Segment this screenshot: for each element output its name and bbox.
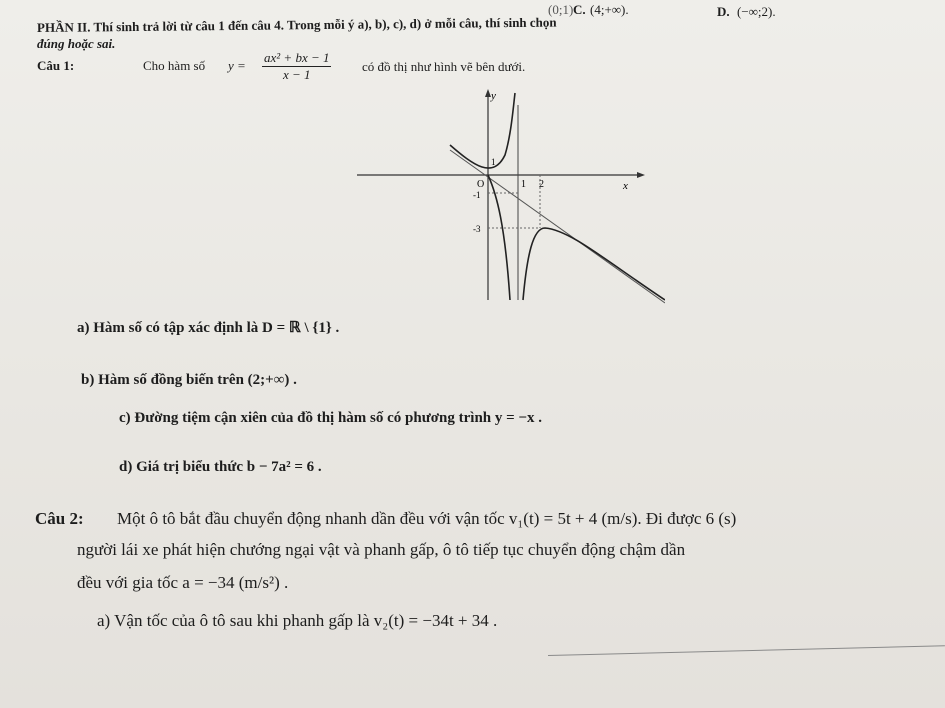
tick-y-neg3-label: -3 <box>473 224 481 234</box>
origin-label: O <box>477 179 485 190</box>
q2-line2: người lái xe phát hiện chướng ngại vật và phanh gấp, ô tô tiếp tục chuyển động chậm dần <box>77 540 686 559</box>
x-axis-label: x <box>623 180 628 192</box>
q2-label: Câu 2: <box>35 509 84 528</box>
q1-function-fraction <box>262 50 331 83</box>
pen-line <box>548 645 945 656</box>
fraction-denominator: x − 1 <box>282 67 311 82</box>
q1-intro-tail: có đồ thị như hình vẽ bên dưới. <box>362 59 526 74</box>
q1-intro: Cho hàm số <box>143 58 206 73</box>
q1-statement-b: b) Hàm số đồng biến trên (2;+∞) . <box>81 372 297 388</box>
q1-statement-a: a) Hàm số có tập xác định là D = ℝ \ {1} . <box>77 320 340 336</box>
part2-title: PHẦN II. Thí sinh trả lời từ câu 1 đến câu 4. Trong mỗi ý a), b), c), d) ở mỗi câu, thí sinh chọn <box>36 14 557 35</box>
q2-statement-a: a) Vận tốc của ô tô sau khi phanh gấp là v₂(t) = −34t + 34 . <box>97 611 498 630</box>
function-graph <box>355 85 665 305</box>
tick-y-pos-label: 1 <box>491 157 496 167</box>
y-axis-label: y <box>491 90 496 102</box>
fraction-numerator: ax² + bx − 1 <box>264 50 330 65</box>
q1-label: Câu 1: <box>37 58 75 73</box>
option-d-label: D. <box>717 4 730 19</box>
option-b-partial: (0;1) <box>548 2 574 17</box>
q1-statement-d: d) Giá trị biểu thức b − 7a² = 6 . <box>119 459 322 475</box>
option-d-value: (−∞;2). <box>737 4 776 19</box>
x-axis-arrow <box>637 172 645 178</box>
option-c-label: C. <box>573 2 586 17</box>
curve-left-branch-lower <box>488 175 510 300</box>
tick-y-neg1-label: -1 <box>473 190 481 200</box>
q1-y-eq: y = <box>228 58 246 73</box>
part2-title-cont: đúng hoặc sai. <box>37 36 116 51</box>
curve-right-branch <box>523 228 665 300</box>
q1-statement-c: c) Đường tiệm cận xiên của đồ thị hàm số có phương trình y = −x . <box>119 410 542 426</box>
tick-x2-label: 2 <box>539 179 544 190</box>
q2-line1: Một ô tô bắt đầu chuyển động nhanh dần đều với vận tốc v₁(t) = 5t + 4 (m/s). Đi được 6 (s) <box>117 509 737 528</box>
q2-line3: đều với gia tốc a = −34 (m/s²) . <box>77 573 289 592</box>
tick-x1-label: 1 <box>521 179 526 190</box>
oblique-asymptote <box>450 150 665 303</box>
option-c-value: (4;+∞). <box>590 2 629 17</box>
